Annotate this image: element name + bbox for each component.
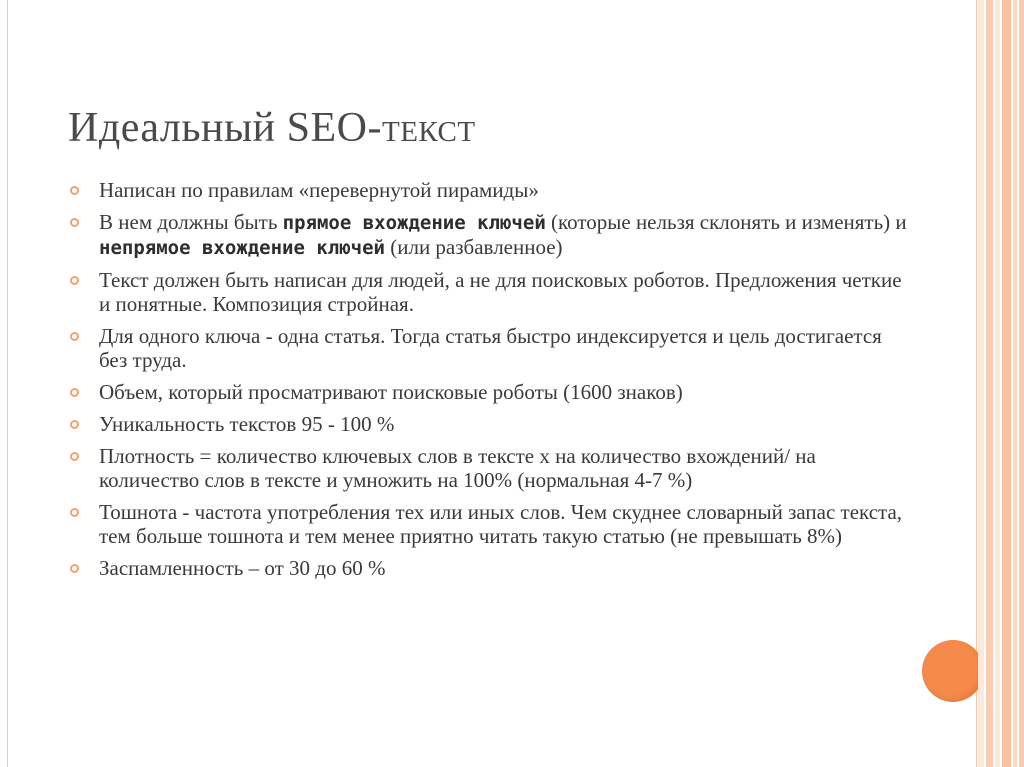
slide-frame (7, 0, 977, 767)
bullet-item (68, 412, 908, 436)
bullet-keyword: непрямое вхождение ключей (99, 237, 385, 259)
bullet-item (68, 210, 908, 260)
bullet-ring-icon (70, 508, 79, 517)
bullet-text: Объем, который просматривают поисковые роботы (1600 знаков) (99, 380, 683, 404)
bullet-text: В нем должны быть (99, 210, 283, 234)
bullet-ring-icon (70, 564, 79, 573)
stripe-5 (1013, 0, 1017, 767)
bullet-ring-icon (70, 218, 79, 227)
bullet-text: (которые нельзя склонять и изменять) и (545, 210, 907, 234)
bullet-text: Заспамленность – от 30 до 60 % (99, 556, 386, 580)
stripe-4 (1002, 0, 1011, 767)
bullet-ring-icon (70, 388, 79, 397)
bullet-item (68, 556, 908, 580)
bullet-item (68, 178, 908, 202)
slide-title (68, 104, 476, 152)
title-prefix: Идеальный (68, 105, 287, 151)
bullet-text: Для одного ключа - одна статья. Тогда статья быстро индексируется и цель достигается без труда. (99, 324, 882, 372)
bullet-text: Плотность = количество ключевых слов в тексте х на количество вхождений/ на количество слов в тексте и умножить на 100% (нормальная 4-7 %) (99, 444, 816, 492)
orange-circle-decoration (922, 640, 984, 702)
stripe-3 (995, 0, 1000, 767)
bullet-item (68, 268, 908, 316)
bullet-ring-icon (70, 276, 79, 285)
bullet-text: Тошнота - частота употребления тех или иных слов. Чем скуднее словарный запас текста, тем больше тошнота и тем менее приятно читать такую статью (не превышать 8%) (99, 500, 903, 548)
title-suffix: -текст (367, 105, 476, 151)
bullet-ring-icon (70, 332, 79, 341)
bullet-text: Текст должен быть написан для людей, а не для поисковых роботов. Предложения четкие и понятные. Композиция стройная. (99, 268, 902, 316)
bullet-ring-icon (70, 186, 79, 195)
stripe-1 (978, 0, 984, 767)
stripe-6 (1019, 0, 1024, 767)
bullet-ring-icon (70, 452, 79, 461)
bullet-ring-icon (70, 420, 79, 429)
bullet-list (68, 178, 908, 588)
bullet-text: Написан по правилам «перевернутой пирамиды» (99, 178, 539, 202)
bullet-text: (или разбавленное) (384, 235, 563, 259)
title-seo: SEO (286, 105, 368, 151)
bullet-keyword: прямое вхождение ключей (282, 212, 546, 234)
bullet-text: Уникальность текстов 95 - 100 % (99, 412, 395, 436)
bullet-item (68, 444, 908, 492)
bullet-item (68, 380, 908, 404)
decorative-stripes (978, 0, 1024, 767)
bullet-item (68, 500, 908, 548)
bullet-item (68, 324, 908, 372)
stripe-2 (986, 0, 993, 767)
